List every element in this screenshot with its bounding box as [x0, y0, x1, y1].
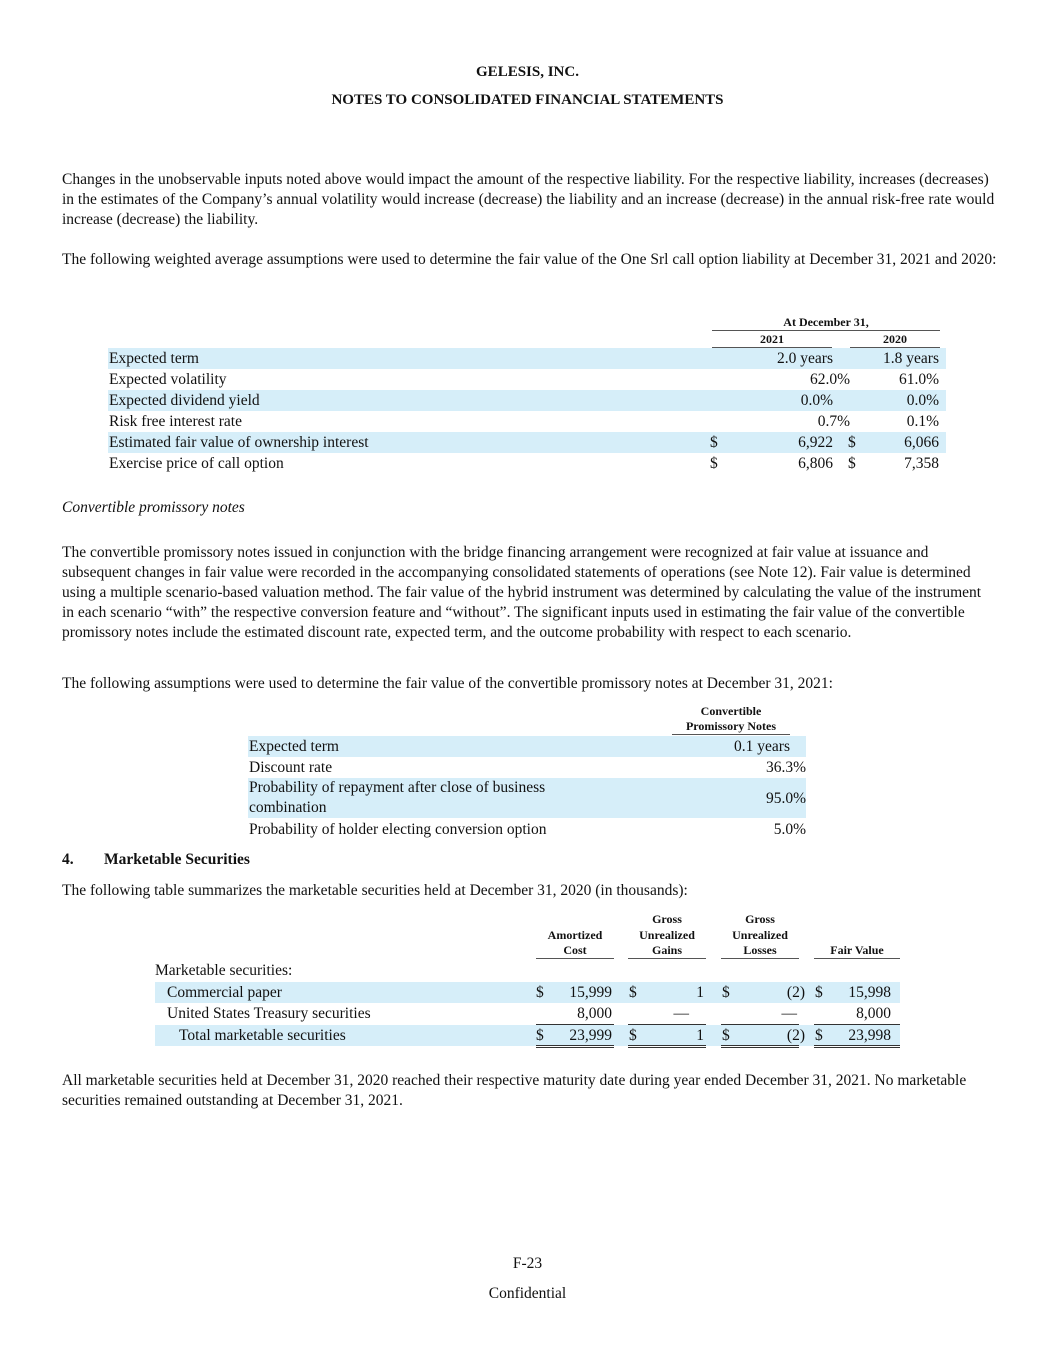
cost-value: 15,999	[569, 984, 612, 1001]
currency-symbol: $	[722, 984, 730, 1001]
value-2020: 1.8 years	[883, 350, 939, 367]
row-label: Commercial paper	[167, 984, 282, 1001]
row-label: Expected dividend yield	[109, 392, 260, 409]
value-2021: 2.0 years	[777, 350, 833, 367]
total-double-rule	[814, 1043, 900, 1048]
column-header-fair-value: Fair Value	[814, 943, 900, 959]
losses-value: (2)	[786, 1027, 805, 1044]
row-label: Risk free interest rate	[109, 413, 242, 430]
value-2020: 61.0%	[898, 371, 939, 388]
section-title: Marketable Securities	[104, 851, 250, 868]
currency-symbol: $	[722, 1027, 730, 1044]
value-2020: 0.1%	[906, 413, 939, 430]
gains-value: 1	[696, 984, 704, 1001]
row-label: Estimated fair value of ownership interest	[109, 434, 369, 451]
table-group-header: At December 31,	[712, 315, 940, 331]
row-label	[249, 778, 545, 818]
row-label: Expected term	[109, 350, 199, 367]
column-header-line1: Convertible	[700, 704, 762, 718]
value-2020: 0.0%	[906, 392, 939, 409]
table-row	[248, 757, 806, 778]
page-number: F-23	[512, 1255, 543, 1272]
currency-symbol: $	[848, 434, 856, 451]
row-label: Expected term	[249, 738, 339, 755]
table-row	[108, 432, 946, 453]
paragraph-convertible-assumptions: The following assumptions were used to determine the fair value of the convertible promissory notes at December 31, 2021:	[62, 675, 833, 692]
row-value: 0.1 years	[734, 738, 790, 755]
section-label: Marketable securities:	[155, 962, 293, 979]
row-label: United States Treasury securities	[167, 1005, 371, 1022]
currency-symbol: $	[815, 1027, 823, 1044]
column-header-2020: 2020	[850, 332, 940, 348]
table-row	[108, 369, 946, 390]
table-row	[108, 390, 946, 411]
paragraph-maturity: All marketable securities held at December 31, 2020 reached their respective maturity date during year ended December 31, 2021. No marketable securities remained outstanding at December 31, 2021.	[62, 1072, 967, 1109]
currency-symbol: $	[536, 1027, 544, 1044]
table-row	[155, 1003, 900, 1024]
currency-symbol: $	[629, 984, 637, 1001]
value-2020: 7,358	[904, 455, 939, 472]
row-label-line1: Probability of repayment after close of business	[249, 779, 546, 796]
table-row	[108, 411, 946, 432]
total-double-rule	[628, 1043, 706, 1048]
row-value: 5.0%	[773, 821, 806, 838]
row-value: 95.0%	[765, 790, 806, 807]
gains-value: —	[673, 1005, 689, 1022]
gains-value: 1	[696, 1027, 704, 1044]
value-2021: 6,806	[798, 455, 833, 472]
column-header-gains: Gains	[628, 943, 706, 959]
company-name: GELESIS, INC.	[476, 64, 579, 80]
row-label: Probability of holder electing conversion option	[249, 821, 547, 838]
row-label: Expected volatility	[109, 371, 227, 388]
table-row	[248, 736, 806, 757]
total-double-rule	[536, 1043, 614, 1048]
column-header-unrealized: Unrealized	[639, 928, 695, 942]
fair-value: 23,998	[848, 1027, 891, 1044]
currency-symbol: $	[710, 455, 718, 472]
currency-symbol: $	[629, 1027, 637, 1044]
column-header-amortized: Amortized	[547, 928, 603, 942]
value-2021: 6,922	[798, 434, 833, 451]
fair-value: 15,998	[848, 984, 891, 1001]
cost-value: 23,999	[569, 1027, 612, 1044]
section-number: 4.	[62, 851, 74, 868]
table-row	[108, 348, 946, 369]
losses-value: (2)	[786, 984, 805, 1001]
column-header-unrealized: Unrealized	[732, 928, 788, 942]
fair-value: 8,000	[856, 1005, 891, 1022]
column-header-line2: Promissory Notes	[672, 719, 790, 735]
paragraph-weighted-assumptions: The following weighted average assumptions were used to determine the fair value of the One Srl call option liability at December 31, 2021 and 2020:	[62, 251, 997, 268]
cost-value: 8,000	[577, 1005, 612, 1022]
table-row	[248, 819, 806, 840]
confidential-label: Confidential	[488, 1285, 567, 1302]
currency-symbol: $	[815, 984, 823, 1001]
row-label-line2: combination	[249, 799, 327, 816]
currency-symbol: $	[710, 434, 718, 451]
table-row	[108, 453, 946, 474]
column-header-cost: Cost	[536, 943, 614, 959]
row-label: Total marketable securities	[179, 1027, 346, 1044]
column-header-gross: Gross	[745, 912, 775, 926]
losses-value: —	[781, 1005, 797, 1022]
value-2021: 0.0%	[800, 392, 833, 409]
total-double-rule	[721, 1043, 799, 1048]
value-2020: 6,066	[904, 434, 939, 451]
paragraph-marketable-summary: The following table summarizes the marketable securities held at December 31, 2020 (in thousands):	[62, 882, 688, 899]
value-2021: 62.0%	[809, 371, 850, 388]
paragraph-convertible-notes: The convertible promissory notes issued in conjunction with the bridge financing arrangement were recognized at fair value at issuance and subsequent changes in fair value were recorded in the accompanying consolidated statements of operations (see Note 12). Fair value is determined using a multiple scenario-based valuation method. The fair value of the hybrid instrument was determined by calculating the value of the instrument in each scenario “with” the respective conversion feature and “without”. The significant inputs used in estimating the fair value of the convertible promissory notes include the estimated discount rate, expected term, and the outcome probability with respect to each scenario.	[62, 544, 982, 641]
page-title: NOTES TO CONSOLIDATED FINANCIAL STATEMENTS	[331, 92, 724, 108]
row-label: Discount rate	[249, 759, 333, 776]
table-row	[155, 982, 900, 1003]
paragraph-unobservable-inputs: Changes in the unobservable inputs noted above would impact the amount of the respective liability. For the respective liability, increases (decreases) in the estimates of the Company’s annual volatility would increase (decrease) the liability and an increase (decrease) in the annual risk-free rate would increase (decrease) the liability.	[62, 171, 995, 228]
column-header-losses: Losses	[721, 943, 799, 959]
currency-symbol: $	[536, 984, 544, 1001]
column-header-gross: Gross	[652, 912, 682, 926]
convertible-notes-heading: Convertible promissory notes	[62, 499, 245, 516]
value-2021: 0.7%	[817, 413, 850, 430]
currency-symbol: $	[848, 455, 856, 472]
table-row	[248, 778, 806, 818]
row-value: 36.3%	[765, 759, 806, 776]
row-label: Exercise price of call option	[109, 455, 284, 472]
column-header-2021: 2021	[712, 332, 832, 348]
